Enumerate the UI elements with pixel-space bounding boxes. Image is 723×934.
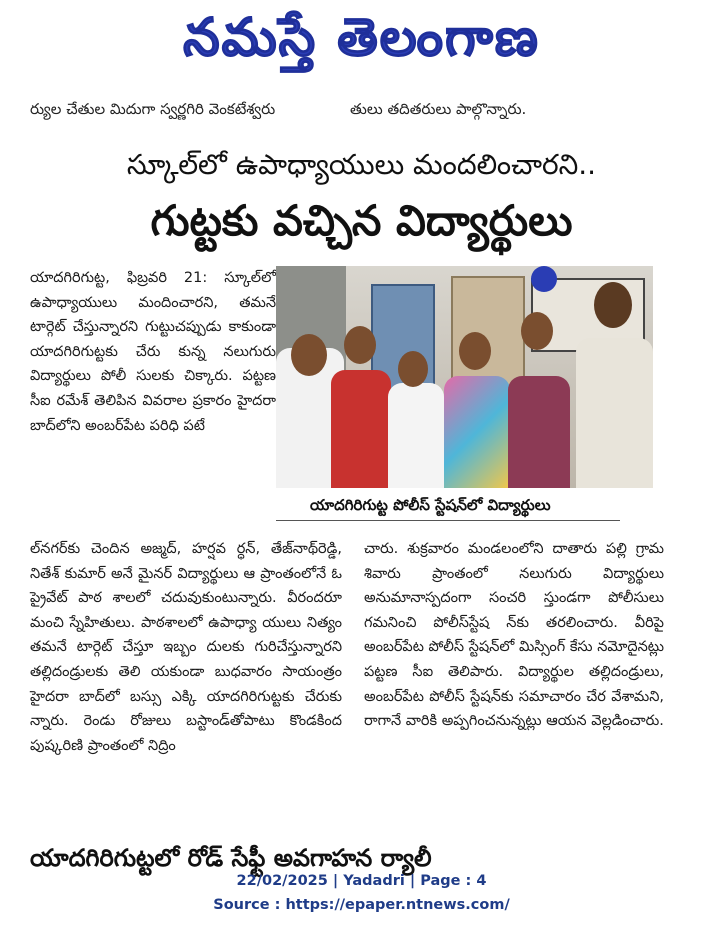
photo-person-boy-maroon bbox=[508, 376, 570, 488]
photo-head bbox=[344, 326, 376, 364]
article-body-column-3: చారు. శుక్రవారం మండలంలోని దాతారు పల్లి గ్రామ శివారు ప్రాంతంలో నలుగురు విద్యార్థులు అనుమానాస్పదంగా సంచరి స్తుండగా పోలీసులు గమనించి పోలీస్‌స్టేష న్‌కు తరలించారు. వీరిపై అంబర్‌పేట పోలీస్ స్టేషన్‌లో మిస్సింగ్ కేసు నమోదైనట్లు పట్టణ సీఐ తెలిపారు. విద్యార్థుల తల్లిదండ్రులు, అంబర్‌పేట పోలీస్ స్టేషన్‌కు సమాచారం చేర వేశామని, రాగానే వారికి అప్పగించనున్నట్లు ఆయన వెల్లడించారు. bbox=[364, 541, 664, 730]
photo-head bbox=[291, 334, 327, 376]
article-body-column-2: ల్‌నగర్‌కు చెందిన అజ్మద్, హర్షవ ర్ధన్, తేజ్‌నాథ్‌రెడ్డి, నితేశ్ కుమార్ అనే మైనర్ విద్యార్థులు ఆ ప్రాంతంలోనే ఓ ప్రైవేట్ పాఠ శాలలో చదువుకుంటున్నారు. వీరందరూ మంచి స్నేహితులు. పాఠశాలలో ఉపాధ్యా యులు నిత్యం తమనే టార్గెట్ చేస్తూ ఇబ్బం దులకు గురిచేస్తున్నారని తల్లిదండ్రులకు తెలి యకుండా బుధవారం సాయంత్రం హైదరా బాద్‌లో బస్సు ఎక్కి యాదగిరిగుట్టకు చేరుకు న్నారు. రెండు రోజులు బస్టాండ్‌తోపాటు కొండకింద పుష్కరిణి ప్రాంతంలో నిద్రిం bbox=[30, 541, 342, 754]
footer-date-edition-page: 22/02/2025 | Yadadri | Page : 4 bbox=[236, 873, 487, 889]
article-headline: గుట్టకు వచ్చిన విద్యార్థులు bbox=[150, 196, 573, 245]
photo-person-boy-white bbox=[388, 383, 444, 488]
article-body-column-1: యాదగిరిగుట్ట, ఫిబ్రవరి 21: స్కూల్‌లో ఉపాధ్యాయులు మందించారని, తమనే టార్గెట్ చేస్తున్నారని గుట్టుచప్పుడు కాకుండా యాదగిరిగుట్టకు చేరు కున్న నలుగురు విద్యార్థులు పోలీ సులకు చిక్కారు. పట్టణ సీఐ రమేశ్ తెలిపిన వివరాల ప్రకారం హైదరా బాద్‌లోని అంబర్‌పేట పరిధి పటే bbox=[30, 270, 276, 434]
masthead-title: నమస్తే తెలంగాణ bbox=[183, 8, 540, 68]
photo-head bbox=[398, 351, 428, 387]
photo-head bbox=[594, 282, 632, 328]
police-emblem-icon bbox=[531, 266, 557, 292]
photo-head bbox=[521, 312, 553, 350]
photo-person-police bbox=[576, 338, 653, 488]
photo-person-boy-colorful bbox=[444, 376, 510, 488]
footer-source: Source : https://epaper.ntnews.com/ bbox=[213, 897, 510, 913]
photo-head bbox=[459, 332, 491, 370]
previous-article-snippet-right: తులు తదితరులు పాల్గొన్నారు. bbox=[350, 100, 527, 118]
article-photo bbox=[276, 266, 653, 488]
next-article-headline-cut: యాదగిరిగుట్టలో రోడ్ సేఫ్టీ అవగాహన ర్యాలీ bbox=[30, 844, 432, 872]
previous-article-snippet-left: ర్యుల చేతుల మిదుగా స్వర్ణగిరి వెంకటేశ్వరు bbox=[30, 100, 276, 118]
photo-caption: యాదగిరిగుట్ట పోలీస్ స్టేషన్‌లో విద్యార్థులు bbox=[310, 496, 551, 514]
article-subhead: స్కూల్‌లో ఉపాధ్యాయులు మందలించారని.. bbox=[126, 148, 597, 181]
photo-person-boy-red bbox=[331, 370, 391, 488]
